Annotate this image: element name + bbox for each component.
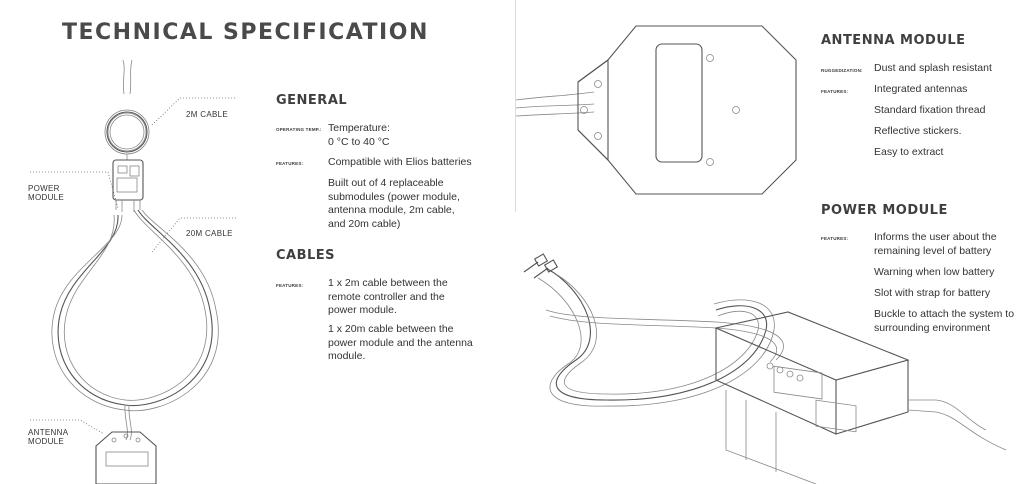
power-buckle: Buckle to attach the system to surrounding environment bbox=[874, 308, 1015, 334]
power-module-illustration bbox=[516, 250, 1021, 484]
antenna-easy-extract: Easy to extract bbox=[874, 146, 944, 158]
power-module-heading: POWER MODULE bbox=[821, 203, 948, 218]
general-tag-features: FEATURES: bbox=[276, 161, 304, 166]
antenna-tag-ruggedization: RUGGEDIZATION: bbox=[821, 68, 863, 73]
callout-antenna-module: ANTENNA MODULE bbox=[28, 428, 69, 446]
callout-2m-cable: 2M CABLE bbox=[186, 110, 228, 119]
power-battery-level: Informs the user about the remaining level of battery bbox=[874, 231, 997, 257]
antenna-reflective-stickers: Reflective stickers. bbox=[874, 125, 962, 137]
antenna-module-heading: ANTENNA MODULE bbox=[821, 33, 966, 48]
power-battery-strap: Slot with strap for battery bbox=[874, 287, 991, 299]
general-heading: GENERAL bbox=[276, 93, 348, 108]
cables-tag-features: FEATURES: bbox=[276, 283, 304, 288]
power-module-box bbox=[716, 312, 1006, 484]
cable-20m-loop bbox=[52, 210, 218, 411]
general-submodules: Built out of 4 replaceable submodules (power module, antenna module, 2m cable, and 20m cable) bbox=[328, 177, 460, 230]
callout-power-module: POWER MODULE bbox=[28, 184, 65, 202]
general-compatibility: Compatible with Elios batteries bbox=[328, 156, 472, 168]
power-low-battery-warning: Warning when low battery bbox=[874, 266, 995, 278]
page-title: TECHNICAL SPECIFICATION bbox=[62, 20, 429, 45]
power-tag-features: FEATURES: bbox=[821, 236, 849, 241]
power-module-drawing bbox=[113, 160, 143, 212]
cable-2m-coil bbox=[105, 110, 149, 154]
cables-2m-description: 1 x 2m cable between the remote controller and the power module. bbox=[328, 277, 448, 316]
antenna-integrated: Integrated antennas bbox=[874, 83, 968, 95]
antenna-module-illustration bbox=[516, 0, 816, 212]
callout-20m-cable: 20M CABLE bbox=[186, 229, 233, 238]
antenna-fixation-thread: Standard fixation thread bbox=[874, 104, 986, 116]
cable-system-illustration bbox=[0, 60, 270, 484]
antenna-dust-splash: Dust and splash resistant bbox=[874, 62, 992, 74]
cables-20m-description: 1 x 20m cable between the power module and the antenna module. bbox=[328, 323, 473, 362]
cables-heading: CABLES bbox=[276, 248, 336, 263]
antenna-tag-features: FEATURES: bbox=[821, 89, 849, 94]
general-tag-operating-temp: OPERATING TEMP.: bbox=[276, 127, 322, 132]
general-temperature: Temperature: 0 °C to 40 °C bbox=[328, 122, 390, 148]
